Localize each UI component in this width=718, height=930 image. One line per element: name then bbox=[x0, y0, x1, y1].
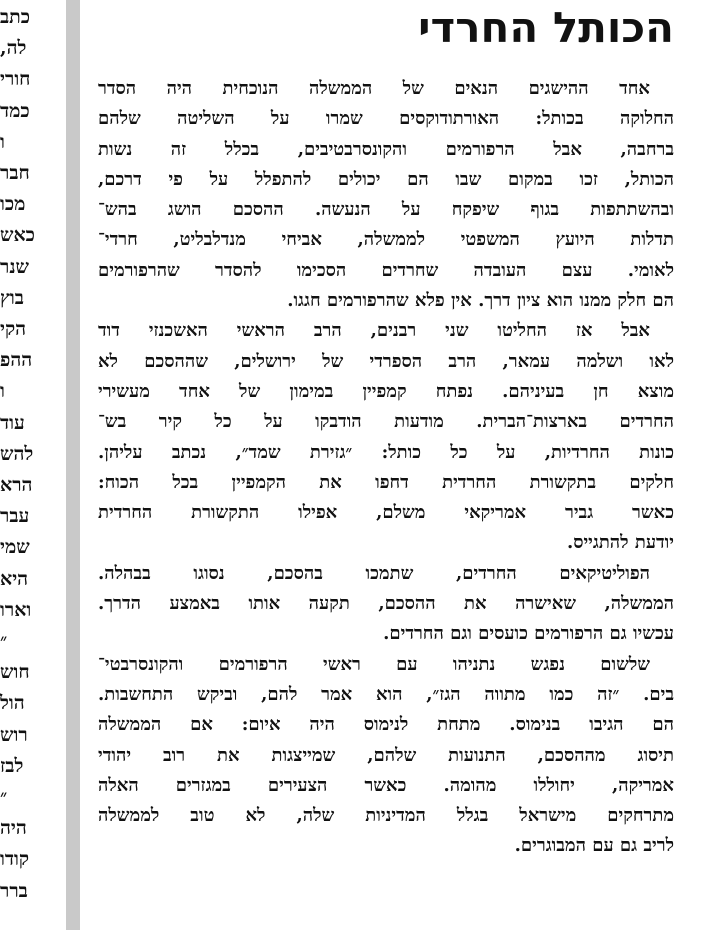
article-line: חלקים בתקשורת החרדית דחפו את הקמפיין בכל הכוח: bbox=[98, 471, 674, 493]
article-column bbox=[98, 0, 674, 930]
article-line: החרדים בארצות־הברית. מודעות הודבקו על כל קיר בש־ bbox=[98, 411, 674, 433]
article-body bbox=[98, 74, 674, 862]
article-line: מתרחקים מישראל בגלל המדיניות שלה, לא טוב לממשלה bbox=[98, 805, 674, 827]
article-line: מוצא חן בעיניהם. נפתח קמפיין במימון של אחד מעשירי bbox=[98, 380, 674, 402]
article-line: אמריקה, יחוללו מהומה. כאשר הצעירים במגזרים האלה bbox=[98, 774, 674, 796]
article-line: כונות החרדיות, על כל כותל: ״גזירת שמד״, נכתב עליהן. bbox=[98, 441, 674, 463]
article-line: ובהשתתפות בגוף שיפקח על הנעשה. ההסכם הושג בהש־ bbox=[98, 199, 674, 221]
article-line: לריב גם עם המבוגרים. bbox=[514, 835, 674, 857]
cut-column-fragment: לה, bbox=[0, 37, 27, 60]
cut-column-fragment: ההפ bbox=[0, 349, 33, 372]
cut-column-fragment: ו bbox=[0, 380, 5, 403]
cut-column-fragment: בוץ bbox=[0, 286, 24, 309]
cut-column-fragment: כתב bbox=[0, 6, 31, 28]
cut-column-fragment: להש bbox=[0, 442, 34, 465]
cut-column-fragment: הרא bbox=[0, 474, 33, 496]
article-line: בים. ״זה כמו מתווה הגז״, הוא אמר להם, וביקש התחשבות. bbox=[98, 683, 674, 705]
cut-column-fragment: שמי bbox=[0, 536, 30, 559]
cut-column-fragment: רוש bbox=[0, 723, 28, 746]
article-line: עכשיו גם הרפורמים כועסים וגם החרדים. bbox=[383, 623, 674, 645]
cut-column-fragment: לבז bbox=[0, 754, 24, 777]
previous-column-cut bbox=[0, 0, 66, 930]
column-rule bbox=[66, 0, 80, 930]
cut-column-fragment: ברר bbox=[0, 879, 28, 902]
cut-column-fragment: ו bbox=[0, 130, 5, 153]
cut-column-fragment: וארו bbox=[0, 598, 32, 621]
cut-column-fragment: קודו bbox=[0, 848, 30, 871]
cut-column-fragment: חבר bbox=[0, 162, 30, 184]
article-line: הם חלק ממנו הוא ציון דרך. אין פלא שהרפורמים חגגו. bbox=[287, 290, 674, 312]
article-line: הכותל, זכו במקום שבו הם יכולים להתפלל על פי דרכם, bbox=[98, 168, 674, 190]
cut-column-fragment: ״ bbox=[0, 786, 8, 808]
article-line: יודעת להתגייס. bbox=[566, 532, 674, 554]
article-line: החלוקה בכותל: האורתודוקסים שמרו על השליטה שלהם bbox=[98, 108, 674, 130]
cut-column-fragment: עבר bbox=[0, 505, 30, 528]
article-line: הם הגיבו בנימוס. מתחת לנימוס היה איום: אם הממשלה bbox=[98, 714, 674, 736]
cut-column-fragment: הקי bbox=[0, 318, 27, 340]
cut-column-fragment: היה bbox=[0, 817, 27, 840]
article-line: תדלות היועץ המשפטי לממשלה, אביחי מנדלבליט, חרדי־ bbox=[98, 229, 674, 251]
article-line: לאומי. עצם העובדה שחרדים הסכימו להסדר שהרפורמים bbox=[98, 259, 674, 281]
cut-column-fragment: חוש bbox=[0, 661, 30, 684]
cut-column-fragment: חורי bbox=[0, 68, 31, 91]
article-line: כאשר גביר אמריקאי משלם, אפילו התקשורת החרדית bbox=[98, 502, 674, 524]
article-line: הפוליטיקאים החרדים, שתמכו בהסכם, נסוגו בבהלה. bbox=[98, 562, 650, 584]
article-line: ברחבה, אבל הרפורמים והקונסרבטיבים, בכלל זה נשות bbox=[98, 138, 674, 160]
cut-column-fragment: כמד bbox=[0, 99, 30, 122]
cut-column-fragment: היא bbox=[0, 567, 29, 590]
cut-column-fragment: שנר bbox=[0, 255, 29, 278]
article-headline: הכותל החרדי bbox=[418, 3, 674, 52]
article-line: שלשום נפגש נתניהו עם ראשי הרפורמים והקונסרבטי־ bbox=[98, 653, 650, 675]
article-line: אבל אז החליטו שני רבנים, הרב הראשי האשכנזי דוד bbox=[98, 320, 650, 342]
cut-column-fragment: הול bbox=[0, 692, 25, 715]
cut-column-fragment: ״ bbox=[0, 630, 8, 652]
article-line: הממשלה, שאישרה את ההסכם, תקעה אותו באמצע הדרך. bbox=[98, 593, 674, 615]
article-line: תיסוג מההסכם, התנועות שלהם, שמייצגות את רוב יהודי bbox=[98, 744, 674, 766]
cut-column-fragment: עוד bbox=[0, 411, 25, 434]
cut-column-fragment: מכו bbox=[0, 193, 26, 216]
article-line: אחד ההישגים הנאים של הממשלה הנוכחית היה הסדר bbox=[98, 78, 650, 99]
article-line: לאו ושלמה עמאר, הרב הספרדי של ירושלים, שההסכם לא bbox=[98, 350, 674, 372]
cut-column-fragment: כאש bbox=[0, 224, 35, 247]
